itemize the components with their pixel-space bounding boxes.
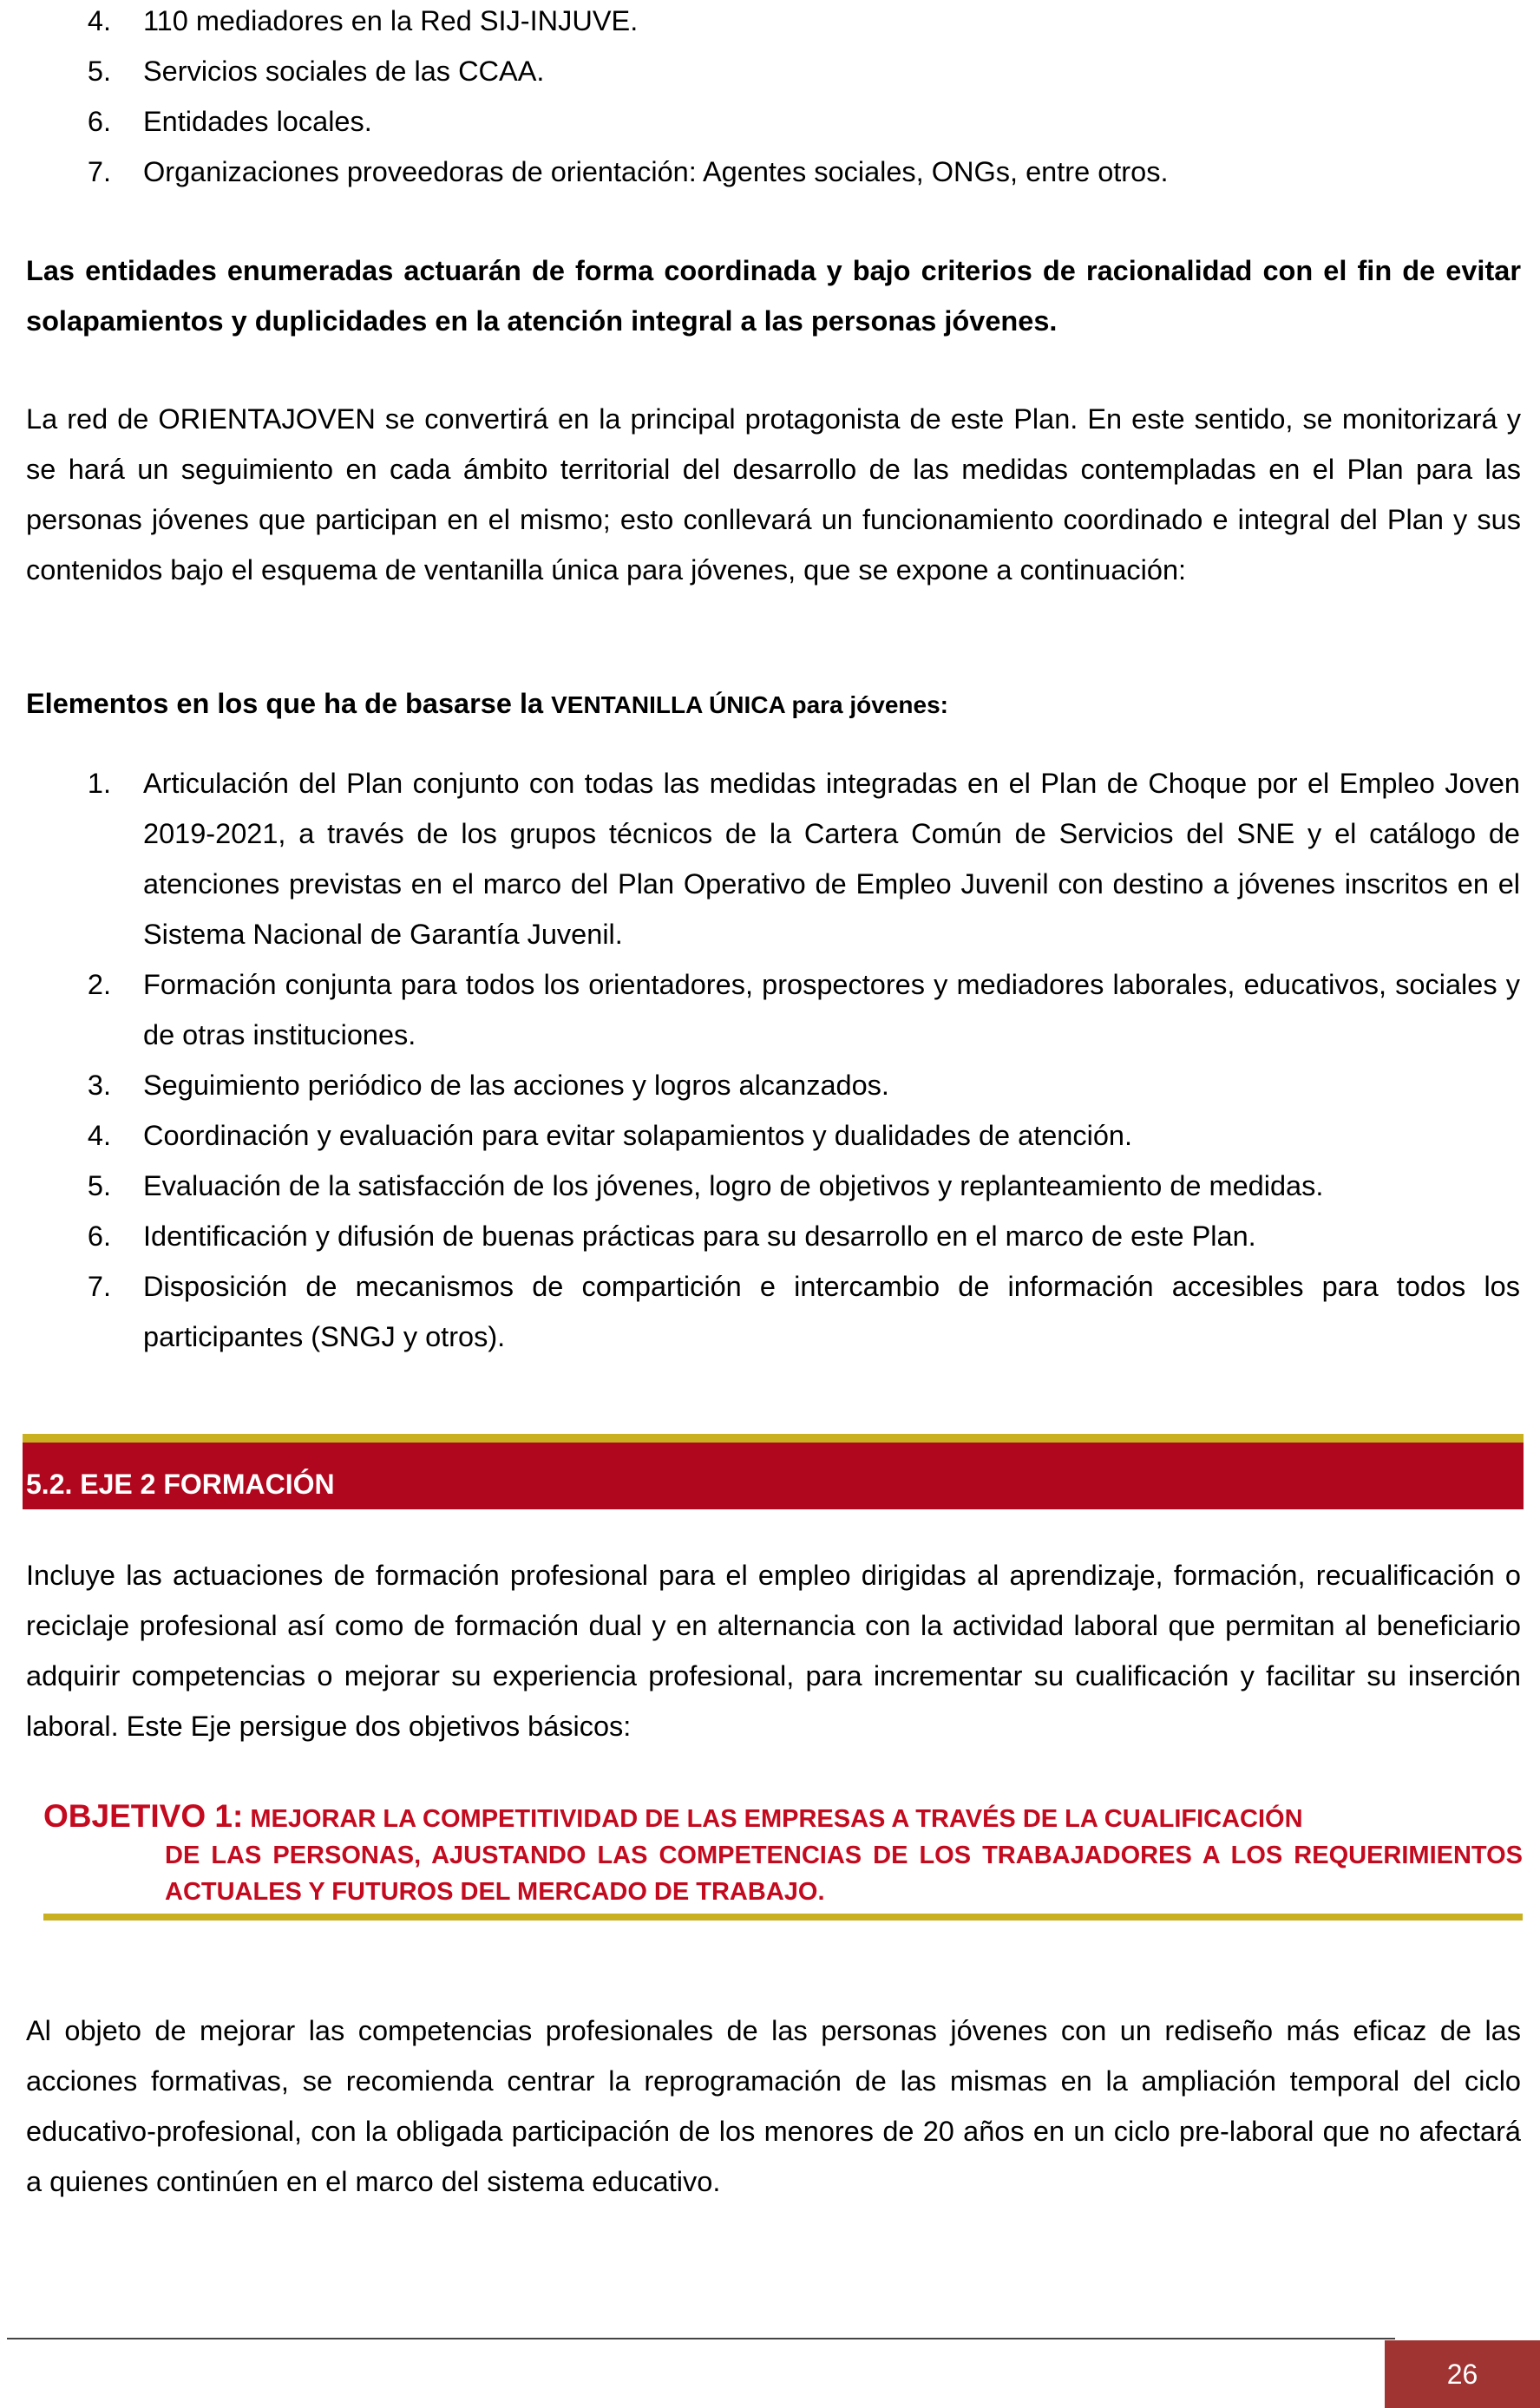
list-item-text: Identificación y difusión de buenas prácticas para su desarrollo en el marco de este Plan.: [143, 1220, 1256, 1252]
list-item-text: Seguimiento periódico de las acciones y logros alcanzados.: [143, 1070, 889, 1101]
list-item: [0, 46, 1540, 96]
list-item-text: Organizaciones proveedoras de orientación: Agentes sociales, ONGs, entre otros.: [143, 156, 1169, 187]
list-item-text: Servicios sociales de las CCAA.: [143, 56, 545, 87]
orientajoven-paragraph: La red de ORIENTAJOVEN se convertirá en la principal protagonista de este Plan. En este sentido, se monitorizará y se hará un seguimiento en cada ámbito territorial del desarrollo de las medidas contempladas en el Plan para las personas jóvenes que participan en el mismo; esto conllevará un funcionamiento coordinado e integral del Plan y sus contenidos bajo el esquema de ventanilla única para jóvenes, que se expone a continuación:: [26, 403, 1521, 586]
list-item: [0, 0, 1540, 46]
list-item-number: 6.: [87, 1220, 111, 1252]
list-item-number: 7.: [87, 1271, 111, 1302]
list-item: [0, 1261, 1540, 1362]
list-item-text: Entidades locales.: [143, 106, 372, 137]
list-item-text: Disposición de mecanismos de compartición e intercambio de información accesibles para todos los participantes (SNGJ y otros).: [143, 1271, 1520, 1352]
section-heading-bar: [23, 1434, 1524, 1509]
list-item-text: Articulación del Plan conjunto con todas las medidas integradas en el Plan de Choque por el Empleo Joven 2019-2021, a través de los grupos técnicos de la Cartera Común de Servicios del SNE y el catálogo de atenciones previstas en el marco del Plan Operativo de Empleo Juvenil con destino a jóvenes inscritos en el Sistema Nacional de Garantía Juvenil.: [143, 768, 1520, 950]
list-item-number: 1.: [87, 768, 111, 799]
list-item-text: Evaluación de la satisfacción de los jóvenes, logro de objetivos y replanteamiento de medidas.: [143, 1170, 1324, 1201]
list-item: [0, 1060, 1540, 1110]
final-paragraph: Al objeto de mejorar las competencias profesionales de las personas jóvenes con un rediseño más eficaz de las acciones formativas, se recomienda centrar la reprogramación de las mismas en la ampliación temporal del ciclo educativo-profesional, con la obligada participación de los menores de 20 años en un ciclo pre-laboral que no afectará a quienes continúen en el marco del sistema educativo.: [26, 2015, 1521, 2197]
page-number: 26: [1385, 2340, 1540, 2408]
list-item-text: 110 mediadores en la Red SIJ-INJUVE.: [143, 5, 639, 36]
objective-text-rest: DE LAS PERSONAS, AJUSTANDO LAS COMPETENCIAS DE LOS TRABAJADORES A LOS REQUERIMIENTOS ACTUALES Y FUTUROS DEL MERCADO DE TRABAJO.: [165, 1842, 1523, 1906]
list-item: [0, 758, 1540, 959]
eje2-paragraph: Incluye las actuaciones de formación profesional para el empleo dirigidas al aprendizaje, formación, recualificación o reciclaje profesional así como de formación dual y en alternancia con la actividad laboral que permitan al beneficiario adquirir competencias o mejorar su experiencia profesional, para incrementar su cualificación y facilitar su inserción laboral. Este Eje persigue dos objetivos básicos:: [26, 1560, 1521, 1742]
list-item-number: 6.: [87, 106, 111, 137]
list-item-number: 7.: [87, 156, 111, 187]
list-item-text: Coordinación y evaluación para evitar solapamientos y dualidades de atención.: [143, 1120, 1133, 1151]
objective-block: [43, 1798, 1523, 1928]
list-item-number: 3.: [87, 1070, 111, 1101]
coordination-paragraph: Las entidades enumeradas actuarán de forma coordinada y bajo criterios de racionalidad con el fin de evitar solapamientos y duplicidades en la atención integral a las personas jóvenes.: [26, 255, 1521, 337]
list-item: [0, 147, 1540, 197]
objective-first-line: [43, 1798, 1523, 1837]
list-item-number: 5.: [87, 1170, 111, 1201]
list-item: [0, 959, 1540, 1060]
objective-label: OBJETIVO 1:: [43, 1798, 244, 1834]
list-item-text: Formación conjunta para todos los orientadores, prospectores y mediadores laborales, educativos, sociales y de otras instituciones.: [143, 969, 1520, 1050]
list-item-number: 4.: [87, 1120, 111, 1151]
list-item-number: 5.: [87, 56, 111, 87]
objective-text-line1: MEJORAR LA COMPETITIVIDAD DE LAS EMPRESAS A TRAVÉS DE LA CUALIFICACIÓN: [250, 1805, 1303, 1833]
objective-gold-rule: [43, 1914, 1523, 1921]
heading-gold-rule: [23, 1434, 1524, 1443]
elements-heading: [26, 678, 1521, 730]
ventanilla-elements-list: [0, 758, 1540, 1362]
list-item-number: 4.: [87, 5, 111, 36]
list-item-number: 2.: [87, 969, 111, 1000]
entities-list: [0, 0, 1540, 197]
footer-rule: [7, 2338, 1395, 2339]
list-item: [0, 1110, 1540, 1161]
elements-heading-text: Elementos en los que ha de basarse la: [26, 688, 552, 719]
list-item: [0, 1161, 1540, 1211]
list-item: [0, 96, 1540, 147]
elements-heading-emphasis: VENTANILLA ÚNICA para jóvenes:: [551, 691, 949, 718]
section-heading: 5.2. EJE 2 FORMACIÓN: [23, 1443, 1524, 1509]
list-item: [0, 1211, 1540, 1261]
